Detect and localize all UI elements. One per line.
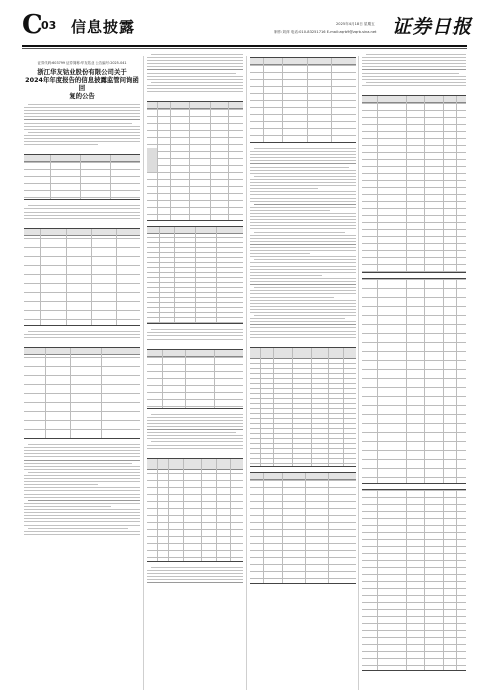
text-line [147, 435, 243, 436]
text-line [147, 60, 243, 61]
text-line [250, 173, 356, 174]
text-line [24, 123, 132, 124]
text-line [250, 219, 356, 220]
text-line [24, 110, 140, 111]
issue-date: 2025年4月18日 星期五 [336, 22, 375, 26]
text-line [147, 85, 243, 86]
text-line [147, 57, 243, 58]
text-line [24, 144, 98, 145]
text-line [147, 423, 243, 424]
text-line [147, 438, 243, 439]
text-line [24, 116, 140, 117]
text-line [147, 76, 243, 77]
text-line [147, 429, 243, 430]
text-line [254, 204, 356, 205]
text-line [250, 300, 356, 301]
text-line [250, 163, 356, 164]
column-3 [250, 54, 356, 694]
section-number: 03 [41, 19, 57, 32]
text-line [254, 232, 345, 233]
text-line [250, 250, 356, 251]
text-line [24, 450, 140, 451]
text-line [250, 191, 356, 192]
text-line [250, 160, 356, 161]
text-line [24, 497, 140, 498]
text-line [24, 478, 140, 479]
text-line [250, 318, 345, 319]
text-line [151, 567, 243, 568]
text-line [24, 456, 140, 457]
text-line [24, 534, 140, 535]
text-line [366, 82, 466, 83]
text-line [24, 337, 140, 338]
text-line [24, 460, 140, 461]
text-line [250, 306, 356, 307]
article-body [250, 148, 356, 344]
data-table [24, 154, 140, 200]
text-line [250, 241, 356, 242]
text-line [24, 506, 111, 507]
text-line [24, 487, 140, 488]
article-body [147, 329, 243, 345]
text-line [24, 503, 140, 504]
text-line [250, 179, 356, 180]
text-line [24, 509, 140, 510]
text-line [362, 76, 466, 77]
text-line [28, 528, 128, 529]
text-line [24, 515, 140, 516]
text-line [24, 113, 140, 114]
text-line [254, 287, 356, 288]
text-line [147, 69, 243, 70]
text-line [147, 335, 243, 336]
text-line [24, 512, 140, 513]
text-line [147, 432, 236, 433]
notice-header [24, 60, 140, 100]
text-line [362, 57, 466, 58]
text-line [151, 414, 243, 415]
text-line [147, 576, 243, 577]
text-line [250, 256, 356, 257]
announcement-title: 浙江华友钴业股份有限公司关于 [37, 68, 127, 76]
text-line [151, 54, 243, 55]
text-line [147, 91, 243, 92]
text-line [147, 445, 243, 446]
column-4 [362, 54, 466, 694]
text-line [24, 215, 140, 216]
section-letter: C [22, 10, 43, 40]
text-line [362, 69, 466, 70]
article-body [24, 104, 140, 151]
text-line [147, 426, 243, 427]
text-line [250, 262, 356, 263]
text-line [250, 228, 356, 229]
text-line [24, 521, 140, 522]
text-line [28, 331, 140, 332]
text-line [147, 420, 243, 421]
text-line [151, 82, 243, 83]
text-line [24, 218, 140, 219]
text-line [24, 494, 140, 495]
column-1 [24, 54, 140, 694]
data-table [362, 95, 466, 273]
announcement-title-line-3: 复的公告 [69, 92, 95, 100]
text-line [250, 275, 322, 276]
text-line [250, 247, 356, 248]
text-line [24, 475, 140, 476]
column-divider [358, 56, 359, 690]
data-table [24, 228, 140, 326]
masthead [0, 0, 484, 54]
text-line [250, 281, 356, 282]
article-body [147, 414, 243, 455]
article-body [362, 54, 466, 92]
text-line [362, 85, 466, 86]
text-line [24, 525, 140, 526]
text-line [28, 444, 140, 445]
text-line [250, 324, 356, 325]
text-line [250, 284, 356, 285]
text-line [250, 154, 356, 155]
text-line [362, 66, 466, 67]
text-line [24, 463, 132, 464]
text-line [250, 266, 356, 267]
text-line [250, 185, 356, 186]
text-line [147, 582, 243, 583]
text-line [250, 225, 356, 226]
text-line [24, 135, 140, 136]
text-line [250, 238, 356, 239]
text-line [250, 321, 356, 322]
text-line [28, 205, 140, 206]
header-rule-thin [22, 48, 467, 49]
text-line [366, 54, 466, 55]
text-line [362, 73, 459, 74]
text-line [254, 176, 356, 177]
text-line [147, 448, 243, 449]
text-line [250, 170, 356, 171]
text-line [250, 207, 356, 208]
text-line [250, 272, 356, 273]
article-body [24, 205, 140, 224]
text-line [147, 88, 243, 89]
text-line [250, 253, 310, 254]
text-line [24, 447, 140, 448]
text-line [250, 312, 356, 313]
text-line [362, 79, 466, 80]
text-line [147, 417, 243, 418]
text-line [24, 107, 140, 108]
text-line [250, 297, 334, 298]
text-line [147, 339, 243, 340]
text-line [147, 66, 243, 67]
data-table [147, 101, 243, 221]
text-line [250, 290, 356, 291]
article-body [147, 567, 243, 590]
text-line [151, 441, 243, 442]
text-line [147, 570, 243, 571]
data-table [362, 278, 466, 484]
text-line [250, 182, 356, 183]
text-line [250, 222, 356, 223]
text-line [250, 198, 356, 199]
section-title: 信息披露 [71, 18, 136, 36]
text-line [250, 278, 356, 279]
text-line [24, 129, 140, 130]
text-line [24, 484, 98, 485]
text-line [250, 269, 356, 270]
text-line [362, 60, 466, 61]
text-line [24, 126, 140, 127]
column-divider [143, 56, 144, 690]
announcement-title-line-2: 2024年年度报告的信息披露监管问询函回 [25, 76, 139, 92]
text-line [250, 201, 356, 202]
text-line [147, 573, 243, 574]
text-line [250, 309, 356, 310]
column-divider [246, 56, 247, 690]
text-line [250, 157, 356, 158]
editor-contact: 制作:刘萍 电话:010-83251716 E-mail:zqrb9@zqrb.sina.net [274, 30, 377, 34]
text-line [362, 63, 466, 64]
text-line [24, 481, 140, 482]
text-line [147, 79, 243, 80]
data-table [250, 57, 356, 143]
data-table [362, 489, 466, 671]
text-line [147, 332, 243, 333]
text-line [28, 472, 140, 473]
text-line [254, 148, 356, 149]
data-table [250, 347, 356, 467]
text-line [147, 63, 243, 64]
column-2 [147, 54, 243, 694]
text-line [250, 167, 349, 168]
text-line [24, 469, 140, 470]
text-line [250, 334, 356, 335]
text-line [250, 151, 356, 152]
text-line [28, 104, 140, 105]
data-table [147, 349, 243, 409]
article-body [147, 54, 243, 98]
text-line [250, 194, 356, 195]
text-line [250, 213, 356, 214]
text-line [250, 216, 356, 217]
text-line [254, 315, 356, 316]
text-line [250, 327, 356, 328]
text-line [250, 244, 356, 245]
text-line [24, 212, 140, 213]
text-line [24, 208, 140, 209]
text-line [250, 331, 356, 332]
article-body [24, 331, 140, 344]
article-body [24, 444, 140, 541]
stock-code-line: 证券代码:603799 证券简称:华友钴业 公告编号:2025-041 [37, 61, 127, 65]
text-line [24, 531, 140, 532]
text-line [151, 329, 243, 330]
data-table [24, 347, 140, 439]
text-line [250, 293, 356, 294]
text-line [24, 138, 140, 139]
text-line [28, 132, 140, 133]
text-line [254, 259, 356, 260]
text-line [250, 337, 356, 338]
text-line [24, 453, 140, 454]
text-line [24, 518, 140, 519]
text-line [250, 210, 330, 211]
text-line [147, 579, 243, 580]
text-line [28, 500, 140, 501]
text-line [250, 188, 318, 189]
data-table [147, 458, 243, 562]
data-table [250, 472, 356, 584]
text-line [24, 466, 140, 467]
text-line [24, 119, 140, 120]
text-line [24, 490, 140, 491]
text-line [24, 141, 140, 142]
text-line [24, 334, 140, 335]
text-line [250, 303, 356, 304]
header-rule [22, 45, 467, 47]
text-line [147, 73, 236, 74]
newspaper-logo: 证券日报 [392, 16, 473, 38]
text-line [250, 235, 356, 236]
data-table [147, 226, 243, 324]
